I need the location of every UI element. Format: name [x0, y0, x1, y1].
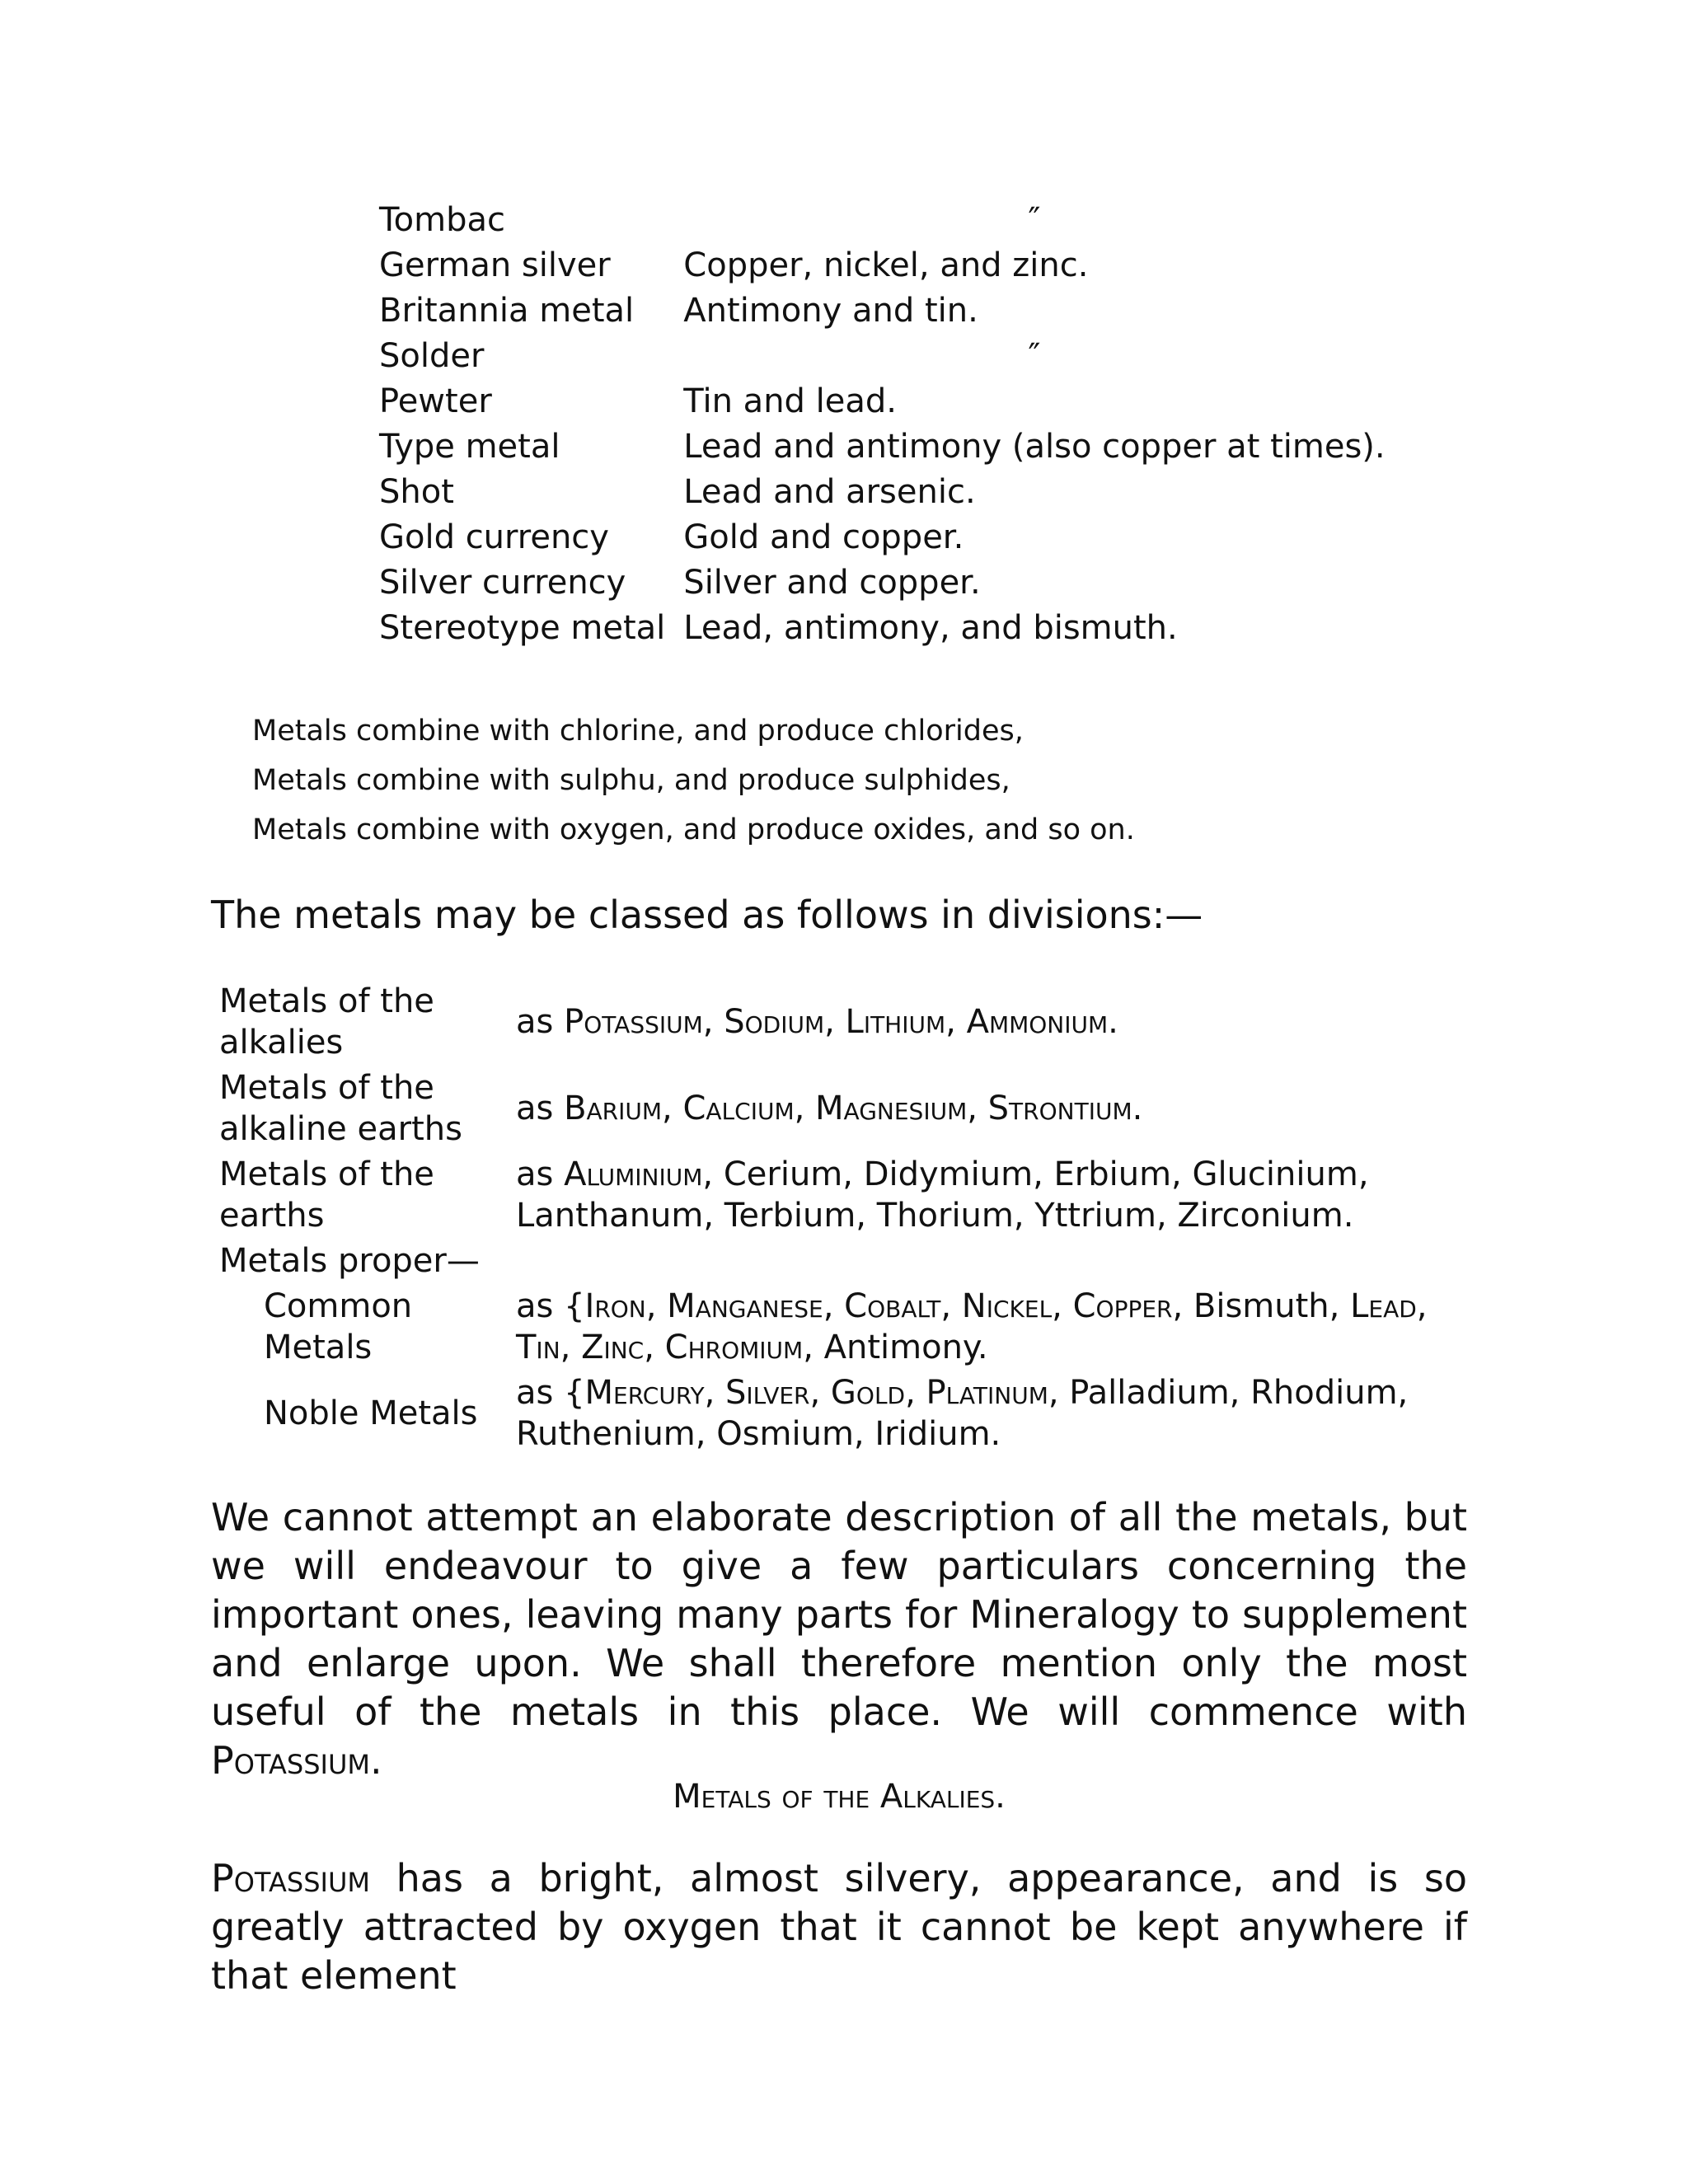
alloy-row — [379, 243, 1386, 288]
reaction-line: Metals combine with oxygen, and produce oxides, and so on. — [252, 813, 1135, 846]
division-row — [219, 1372, 1447, 1459]
paragraph-metals-description: We cannot attempt an elaborate description of all the metals, but we will endeavour to give a few particulars concerning the important ones, leaving many parts for Mineralogy to supplement and enlarge upon. We shall therefore mention only the most useful of the metals in this place. We will commence with Potassium. — [211, 1495, 1467, 1783]
alloy-row — [379, 334, 1386, 379]
alloy-name: Type metal — [379, 428, 560, 466]
alloy-name: Gold currency — [379, 518, 609, 556]
section-heading: Metals of the Alkalies. — [673, 1778, 1006, 1816]
division-examples — [516, 1240, 1447, 1286]
alloy-composition: Copper, nickel, and zinc. — [683, 246, 1089, 284]
divisions-table — [219, 981, 1447, 1459]
alloy-name: Stereotype metal — [379, 609, 666, 647]
alloy-name: Pewter — [379, 382, 492, 420]
alloy-name: Britannia metal — [379, 292, 635, 330]
alloy-row — [379, 198, 1386, 243]
alloy-composition: Antimony and tin. — [683, 292, 978, 330]
alloy-composition: Silver and copper. — [683, 564, 981, 602]
alloys-table — [379, 198, 1386, 651]
alloy-composition: Gold and copper. — [683, 518, 964, 556]
reaction-line: Metals combine with chlorine, and produce chlorides, — [252, 715, 1024, 748]
alloy-row — [379, 470, 1386, 515]
division-examples: as Barium, Calcium, Magnesium, Strontium. — [516, 1090, 1143, 1127]
division-row — [219, 1240, 1447, 1286]
division-label: Metals of the alkalies — [219, 982, 434, 1062]
alloy-row — [379, 515, 1386, 560]
division-label: Metals proper— — [219, 1242, 480, 1280]
alloy-name: German silver — [379, 246, 611, 284]
alloy-name: Shot — [379, 473, 454, 511]
division-row — [219, 1154, 1447, 1240]
alloy-row — [379, 560, 1386, 606]
division-examples: as Potassium, Sodium, Lithium, Ammonium. — [516, 1003, 1118, 1041]
division-label: Metals of the earths — [219, 1155, 434, 1235]
reaction-line: Metals combine with sulphu, and produce sulphides, — [252, 764, 1010, 797]
reactions-list — [252, 706, 1135, 855]
paragraph-potassium: Potassium has a bright, almost silvery, appearance, and is so greatly attracted by oxygen that it cannot be kept anywhere if that element — [211, 1856, 1467, 1998]
alloy-row — [379, 379, 1386, 424]
division-label: Metals of the alkaline earths — [219, 1069, 462, 1148]
alloy-composition: Lead and arsenic. — [683, 473, 976, 511]
alloy-name: Silver currency — [379, 564, 626, 602]
alloy-composition: ″ — [1028, 201, 1041, 239]
alloy-composition: Lead, antimony, and bismuth. — [683, 609, 1178, 647]
division-examples: as {Iron, Manganese, Cobalt, Nickel, Copper, Bismuth, Lead, Tin, Zinc, Chromium, Antimony. — [516, 1287, 1428, 1366]
alloy-row — [379, 606, 1386, 651]
alloy-row — [379, 288, 1386, 334]
alloy-name: Solder — [379, 337, 485, 375]
division-row — [219, 1286, 1447, 1372]
divisions-intro: The metals may be classed as follows in divisions:— — [211, 893, 1203, 937]
division-label: Noble Metals — [264, 1394, 478, 1432]
division-label: Common Metals — [264, 1287, 413, 1366]
alloy-composition: Tin and lead. — [683, 382, 897, 420]
division-examples: as Aluminium, Cerium, Didymium, Erbium, Glucinium, Lanthanum, Terbium, Thorium, Yttrium, Zirconium. — [516, 1155, 1369, 1235]
alloy-row — [379, 424, 1386, 470]
division-examples: as {Mercury, Silver, Gold, Platinum, Palladium, Rhodium, Ruthenium, Osmium, Iridium. — [516, 1374, 1409, 1453]
division-row — [219, 981, 1447, 1067]
division-row — [219, 1067, 1447, 1154]
alloy-composition: ″ — [1028, 337, 1041, 375]
alloy-name: Tombac — [379, 201, 505, 239]
alloy-composition: Lead and antimony (also copper at times). — [683, 428, 1386, 466]
